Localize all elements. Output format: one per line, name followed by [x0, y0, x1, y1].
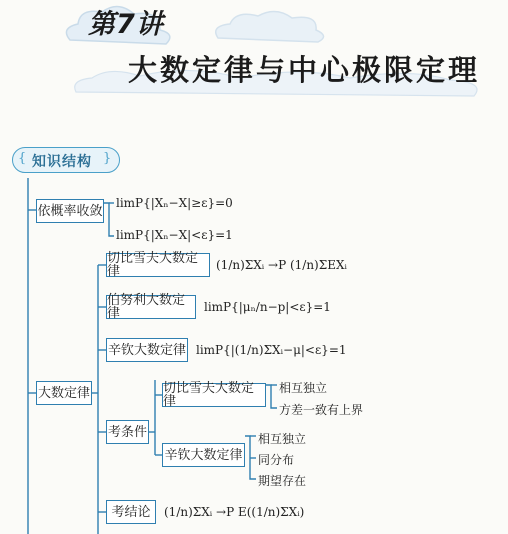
lln-box: [36, 381, 92, 405]
convergence-box: [36, 199, 104, 223]
cond-khinchin-item-3: 期望存在: [258, 474, 307, 488]
cond-khinchin-box: [162, 443, 245, 467]
bernoulli-box: [106, 295, 196, 319]
conclusion-formula: (1/n)ΣXᵢ →P E((1/n)ΣXᵢ): [164, 505, 305, 519]
chebyshev-label: 切比雪夫大数定律: [107, 251, 199, 279]
conditions-label: 考条件: [107, 424, 147, 440]
cond-chebyshev-item-1: 相互独立: [279, 381, 328, 395]
lecture-number: 第7讲: [88, 9, 164, 40]
conditions-box: [106, 420, 149, 444]
khinchin-box: [106, 338, 188, 362]
cond-chebyshev-box: [162, 383, 266, 407]
badge-right-ornament: }: [103, 151, 112, 166]
chebyshev-box: [106, 253, 210, 277]
lln-label: 大数定律: [37, 385, 90, 401]
cond-khinchin-label: 辛钦大数定律: [164, 447, 243, 463]
bernoulli-label: 伯努利大数定律: [107, 293, 186, 321]
conclusion-label: 考结论: [111, 504, 151, 520]
chebyshev-formula: (1/n)ΣXᵢ →P (1/n)ΣEXᵢ: [216, 258, 347, 272]
khinchin-label: 辛钦大数定律: [107, 342, 186, 358]
cond-chebyshev-label: 切比雪夫大数定律: [163, 381, 255, 409]
convergence-formula-2: limP{|Xₙ−X|<ε}=1: [116, 228, 233, 242]
page-title: 大数定律与中心极限定理: [128, 53, 481, 87]
convergence-label: 依概率收敛: [37, 203, 103, 219]
conclusion-box: [106, 500, 156, 524]
section-label: 知识结构: [32, 154, 92, 170]
cond-chebyshev-item-2: 方差一致有上界: [279, 403, 364, 417]
khinchin-formula: limP{|(1/n)ΣXᵢ−μ|<ε}=1: [196, 343, 347, 357]
convergence-formula-1: limP{|Xₙ−X|≥ε}=0: [116, 196, 233, 210]
cond-khinchin-item-2: 同分布: [258, 453, 295, 467]
bernoulli-formula: limP{|μₙ/n−p|<ε}=1: [204, 300, 331, 314]
cond-khinchin-item-1: 相互独立: [258, 432, 307, 446]
badge-left-ornament: {: [18, 151, 27, 166]
